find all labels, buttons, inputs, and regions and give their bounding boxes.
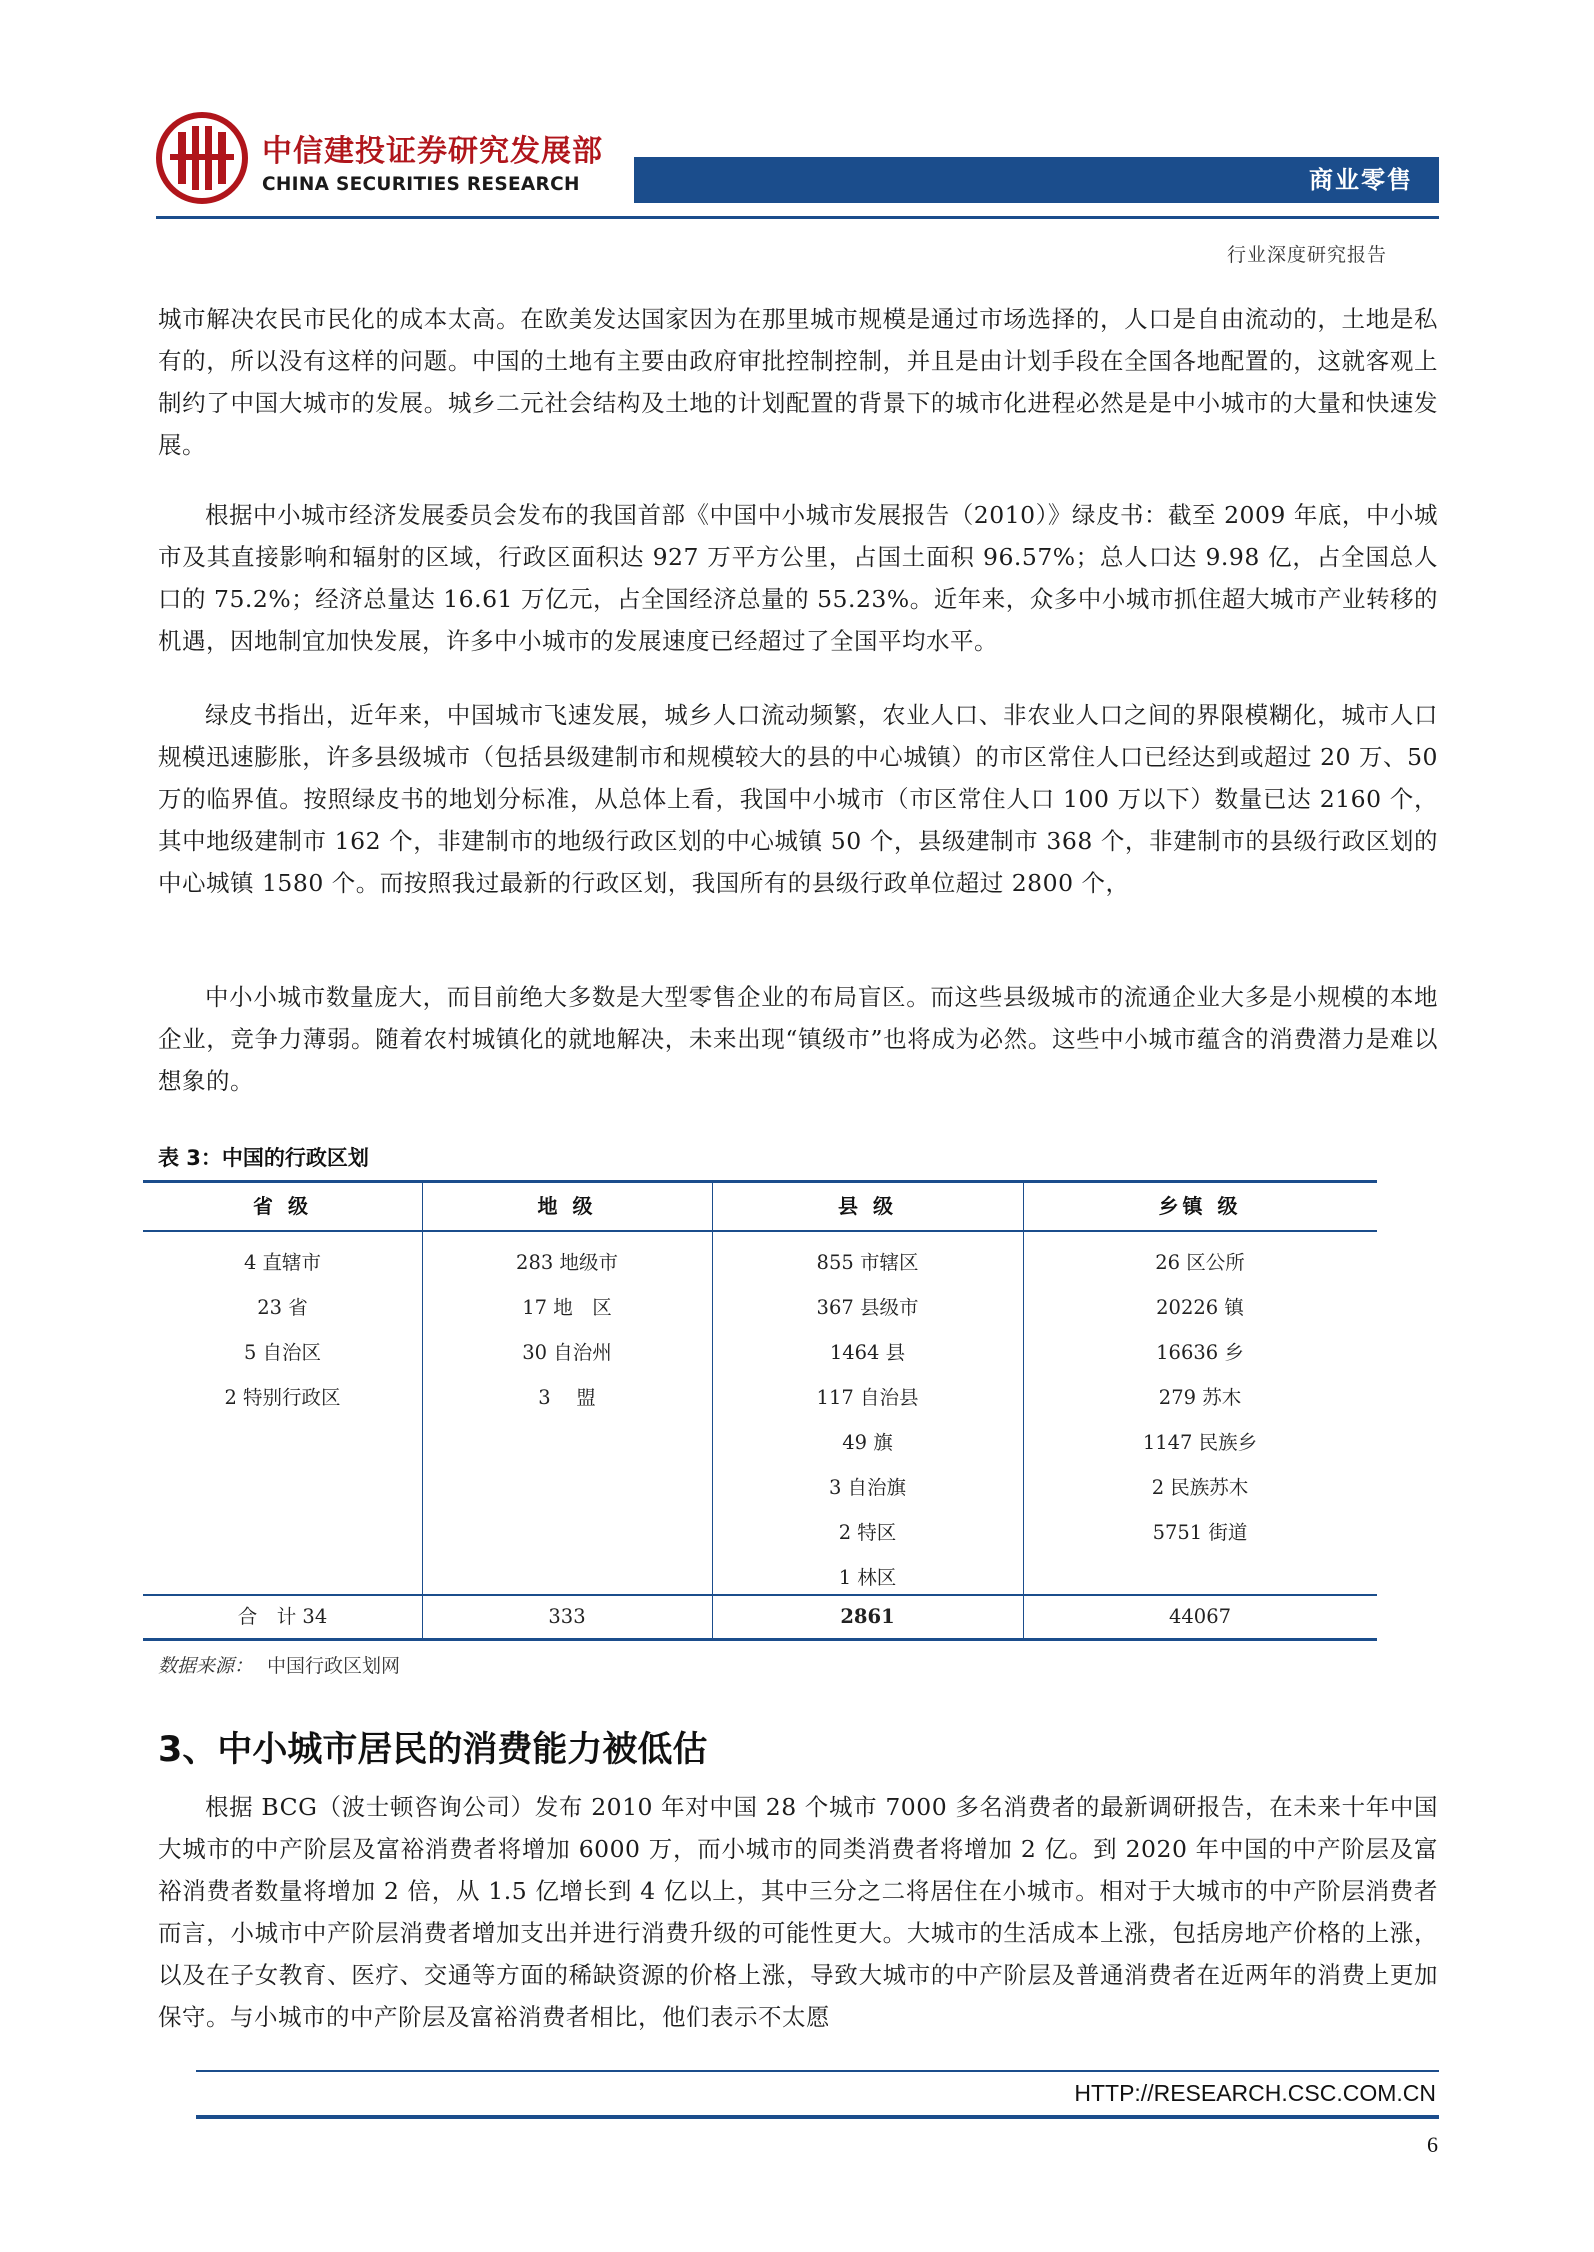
- company-logo: [156, 112, 248, 204]
- table-cell: 855 市辖区: [816, 1251, 919, 1274]
- category-bar: [634, 157, 1439, 203]
- footer-divider: [196, 2070, 1439, 2072]
- table-bottom-rule: [143, 1638, 1377, 1641]
- table-title: 表 3：中国的行政区划: [158, 1146, 369, 1170]
- source-value: 中国行政区划网: [267, 1655, 401, 1677]
- table-header-prefecture: 地 级: [537, 1194, 597, 1218]
- table-header-rule: [143, 1230, 1377, 1232]
- table-header-county: 县 级: [838, 1194, 897, 1218]
- paragraph-4: 中小小城市数量庞大，而目前绝大多数是大型零售企业的布局盲区。而这些县级城市的流通企业大多是小规模的本地企业，竞争力薄弱。随着农村城镇化的就地解决，未来出现“镇级市”也将成为必然。这些中小城市蕴含的消费潜力是难以想象的。: [158, 983, 1438, 1095]
- table-total-cell: 合 计 34: [237, 1605, 328, 1628]
- brand-name-cn: 中信建投证券研究发展部: [262, 134, 603, 169]
- table-source: [158, 1651, 400, 1678]
- table-cell: 30 自治州: [522, 1341, 612, 1364]
- header-divider: [156, 216, 1439, 219]
- table-cell: 279 苏木: [1158, 1386, 1242, 1409]
- table-total-cell: 2861: [840, 1605, 895, 1628]
- table-cell: 1 林区: [838, 1566, 897, 1589]
- table-cell: 20226 镇: [1156, 1296, 1244, 1319]
- table-cell: 3 自治旗: [828, 1476, 907, 1499]
- table-cell: 17 地 区: [522, 1296, 612, 1319]
- table-cell: 1147 民族乡: [1142, 1431, 1258, 1454]
- table-cell: 23 省: [257, 1296, 308, 1319]
- paragraph-3: 绿皮书指出，近年来，中国城市飞速发展，城乡人口流动频繁，农业人口、非农业人口之间的界限模糊化，城市人口规模迅速膨胀，许多县级城市（包括县级建制市和规模较大的县的中心城镇）的市区常住人口已经达到或超过 20 万、50 万的临界值。按照绿皮书的地划分标准，从总体上看，我国中小城市（市区常住人口 100 万以下）数量已达 2160 个，其中地级建制市 162 个，非建制市的地级行政区划的中心城镇 50 个，县级建制市 368 个，非建制市的县级行政区划的中心城镇 1580 个。而按照我过最新的行政区划，我国所有的县级行政单位超过 2800 个，: [158, 701, 1438, 897]
- table-cell: 4 直辖市: [243, 1251, 322, 1274]
- table-cell: 2 特别行政区: [224, 1386, 341, 1409]
- table-total-cell: 44067: [1168, 1605, 1232, 1628]
- table-cell: 117 自治县: [816, 1386, 919, 1409]
- table-cell: 1464 县: [829, 1341, 906, 1364]
- table-cell: 3 盟: [538, 1386, 596, 1409]
- table-total-cell: 333: [548, 1605, 586, 1628]
- brand-name-en: CHINA SECURITIES RESEARCH: [262, 174, 580, 195]
- paragraph-1: 城市解决农民市民化的成本太高。在欧美发达国家因为在那里城市规模是通过市场选择的，人口是自由流动的，土地是私有的，所以没有这样的问题。中国的土地有主要由政府审批控制控制，并且是由计划手段在全国各地配置的，这就客观上制约了中国大城市的发展。城乡二元社会结构及土地的计划配置的背景下的城市化进程必然是是中小城市的大量和快速发展。: [158, 305, 1438, 459]
- table-cell: 49 旗: [842, 1431, 893, 1454]
- table-cell: 2 特区: [838, 1521, 897, 1544]
- table-cell: 367 县级市: [816, 1296, 919, 1319]
- footer-url: HTTP://RESEARCH.CSC.COM.CN: [1074, 2080, 1436, 2106]
- paragraph-2: 根据中小城市经济发展委员会发布的我国首部《中国中小城市发展报告（2010）》绿皮书：截至 2009 年底，中小城市及其直接影响和辐射的区域，行政区面积达 927 万平方公里，占国土面积 96.57%；总人口达 9.98 亿，占全国总人口的 75.2%；经济总量达 16.61 万亿元，占全国经济总量的 55.23%。近年来，众多中小城市抓住超大城市产业转移的机遇，因地制宜加快发展，许多中小城市的发展速度已经超过了全国平均水平。: [158, 501, 1438, 655]
- report-type: 行业深度研究报告: [1226, 244, 1387, 266]
- section-heading: 3、中小城市居民的消费能力被低估: [158, 1730, 708, 1770]
- page-number: 6: [1427, 2132, 1438, 2157]
- table-cell: 5751 街道: [1152, 1521, 1248, 1544]
- table-cell: 2 民族苏木: [1151, 1476, 1249, 1499]
- table-cell: 283 地级市: [516, 1251, 618, 1274]
- table-cell: 26 区公所: [1155, 1251, 1245, 1274]
- table-header-province: 省 级: [253, 1194, 312, 1218]
- section-paragraph: 根据 BCG（波士顿咨询公司）发布 2010 年对中国 28 个城市 7000 多名消费者的最新调研报告，在未来十年中国大城市的中产阶层及富裕消费者将增加 6000 万，而小城市的同类消费者将增加 2 亿。到 2020 年中国的中产阶层及富裕消费者数量将增加 2 倍，从 1.5 亿增长到 4 亿以上，其中三分之二将居住在小城市。相对于大城市的中产阶层消费者而言，小城市中产阶层消费者增加支出并进行消费升级的可能性更大。大城市的生活成本上涨，包括房地产价格的上涨，以及在子女教育、医疗、交通等方面的稀缺资源的价格上涨，导致大城市的中产阶层及普通消费者在近两年的消费上更加保守。与小城市的中产阶层及富裕消费者相比，他们表示不太愿: [158, 1793, 1438, 2031]
- table-cell: 16636 乡: [1156, 1341, 1244, 1364]
- table-cell: 5 自治区: [243, 1341, 322, 1364]
- category-label: 商业零售: [1309, 166, 1413, 194]
- footer-divider: [196, 2115, 1439, 2119]
- table-header-township: 乡镇 级: [1158, 1194, 1242, 1218]
- source-label: 数据来源：: [158, 1655, 254, 1677]
